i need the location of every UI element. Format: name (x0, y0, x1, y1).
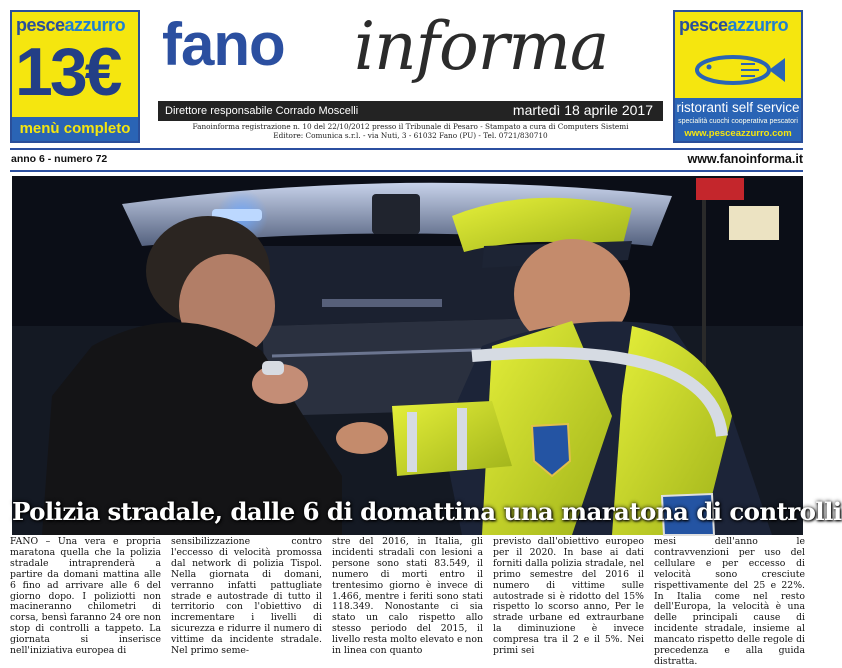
ad-brand-logo (16, 15, 125, 36)
director-bar (158, 101, 663, 121)
masthead-title-fano: fano (162, 11, 285, 78)
masthead-title-informa: informa (354, 8, 609, 85)
article-body (10, 536, 805, 667)
bottom-rule (10, 170, 803, 172)
ad-brand-azzurro: azzurro (64, 15, 126, 35)
headline[interactable]: Polizia stradale, dalle 6 di domattina una maratona di controlli (12, 497, 842, 526)
ad-url-link[interactable]: www.pesceazzurro.com (684, 128, 792, 139)
top-rule (10, 148, 803, 150)
article-column-1: FANO – Una vera e propria maratona quella che la polizia stradale intraprenderà a partire da domani mattina alle 6 fino ad arrivare alle 6 del giorno dopo. I poliziotti non macineranno chilometri di corsa, bensì faranno 24 ore non stop di controlli a tappeto. La giornata si inserisce nell'iniziativa europea di (10, 536, 161, 657)
issue-date: martedì 18 aprile 2017 (512, 102, 653, 118)
pesceazzurro-restaurant-ad[interactable] (673, 10, 803, 143)
director-credit: Direttore responsabile Corrado Moscelli (165, 105, 359, 117)
registration-info (158, 122, 663, 140)
ad-brand-pesce: pesce (16, 15, 65, 35)
masthead-logo[interactable] (158, 6, 663, 96)
ad-price: 13€ (15, 34, 120, 110)
article-column-4: previsto dall'obiettivo europeo per il 2020. In base ai dati forniti dalla polizia stradale, nel primo semestre del 2016 il numero di vittime sulle autostrade si è ridotto del 15% rispetto lo scorso anno, Per le strade urbane ed extraurbane la diminuzione è invece compresa tra il 2 e il 5%. Nei primi sei (493, 536, 644, 657)
ad-tagline: menù completo (12, 117, 138, 141)
ad-brand-logo (679, 15, 788, 36)
article-column-3: stre del 2016, in Italia, gli incidenti stradali con lesioni a persone sono stati 83.549, il numero di morti entro il trentesimo giorno è invece di 1.466, mentre i feriti sono stati 118.349. Nonostante ci sia stato un calo rispetto allo stesso periodo del 2015, il livello resta molto elevato e non in linea con quanto (332, 536, 483, 657)
fish-logo (675, 42, 801, 98)
police-check-photo (12, 176, 842, 535)
ad-subline: specialità cuochi cooperativa pescatori (678, 118, 798, 125)
lead-photo (12, 176, 842, 535)
ad-subtitle: ristoranti self service (676, 100, 800, 115)
publisher-line: Editore: Comunica s.r.l. - via Nuti, 3 - 61032 Fano (PU) - Tel. 0721/830710 (273, 131, 548, 140)
ad-brand-azzurro: azzurro (727, 15, 789, 35)
fish-icon (689, 50, 787, 90)
article-column-5: mesi dell'anno le contravvenzioni per uso del cellulare e per eccesso di velocità sono cresciute rispettivamente del 25 e 22%. In Italia come nel resto dell'Europa, la velocità è una delle principali cause di incidente stradale, insieme al mancato rispetto delle regole di precedenza e alla guida distratta. (654, 536, 805, 667)
pesceazzurro-price-ad[interactable] (10, 10, 140, 143)
issue-number: anno 6 - numero 72 (11, 153, 108, 165)
article-column-2: sensibilizzazione contro l'eccesso di velocità promossa dal network di polizia Tispol. Nella giornata di domani, verranno infatti pattugliate strade e autostrade di tutto il territorio con l'obiettivo di incrementare i livelli di sicurezza e ridurre il numero di vittime da incidente stradale. Nel primo seme- (171, 536, 322, 657)
website-link[interactable]: www.fanoinforma.it (687, 152, 803, 166)
registration-line: Fanoinforma registrazione n. 10 del 22/10/2012 presso il Tribunale di Pesaro - Stampato a cura di Computers Sistemi (192, 122, 629, 131)
ad-brand-pesce: pesce (679, 15, 728, 35)
